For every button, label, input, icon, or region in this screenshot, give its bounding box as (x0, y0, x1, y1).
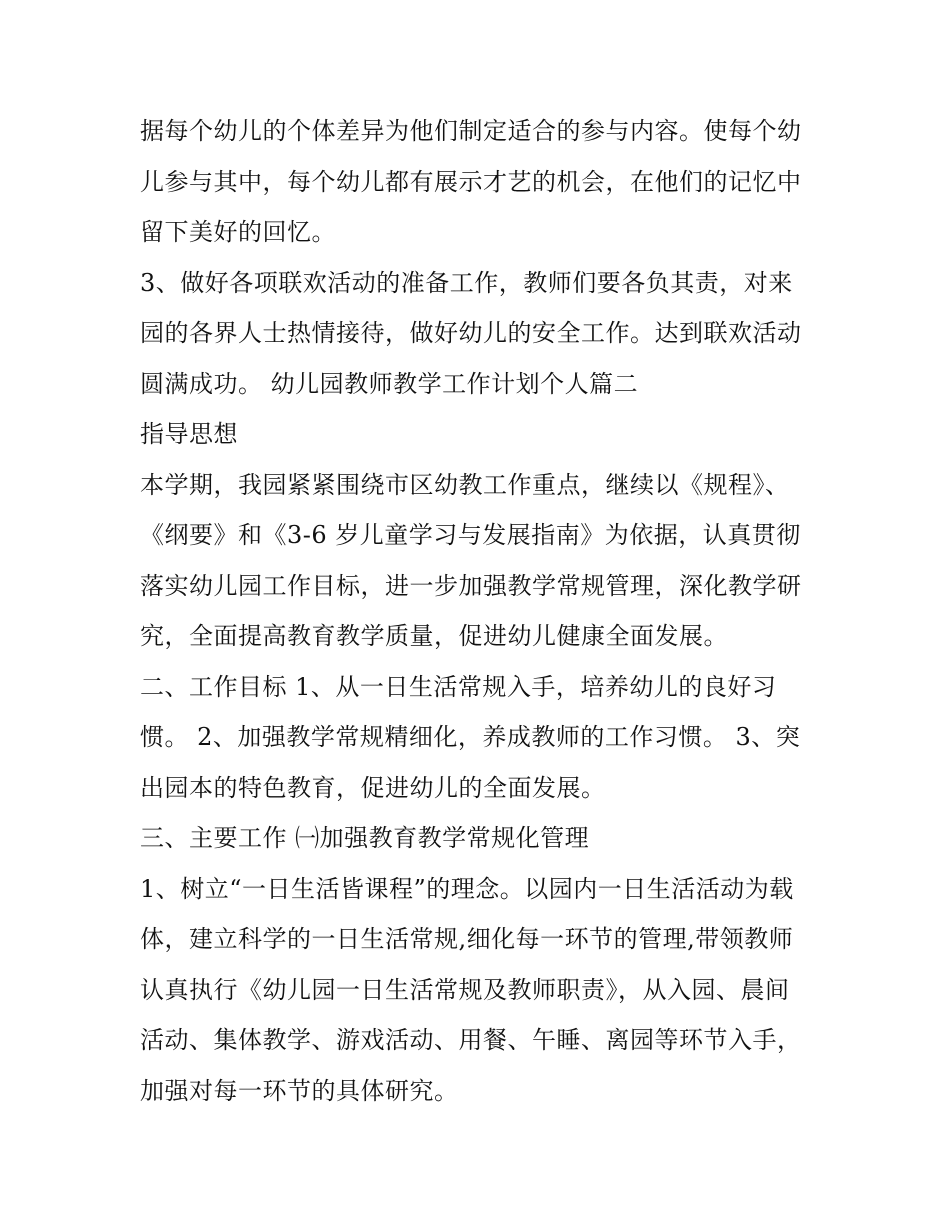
text-line: 加强对每一环节的具体研究。 (140, 1076, 459, 1105)
text-line: 据每个幼儿的个体差异为他们制定适合的参与内容。使每个幼 (140, 117, 802, 145)
section-heading: 指导思想 (140, 420, 238, 448)
text-line: 落实幼儿园工作目标，进一步加强教学常规管理，深化教学研 (140, 571, 802, 600)
text-line: 究，全面提高教育教学质量，促进幼儿健康全面发展。 (140, 622, 728, 650)
text-line: 留下美好的回忆。 (140, 218, 336, 246)
text-line: 出园本的特色教育，促进幼儿的全面发展。 (140, 773, 606, 802)
text-line: 二、工作目标 1、从一日生活常规入手，培养幼儿的良好习 (140, 672, 777, 701)
text-line: 圆满成功。 幼儿园教师教学工作计划个人篇二 (140, 369, 639, 398)
text-line: 3、做好各项联欢活动的准备工作，教师们要各负其责，对来 (140, 268, 793, 297)
text-line: 园的各界人士热情接待，做好幼儿的安全工作。达到联欢活动 (140, 319, 802, 347)
text-line: 1、树立“一日生活皆课程”的理念。以园内一日生活活动为载 (140, 874, 794, 903)
text-line: 活动、集体教学、游戏活动、用餐、午睡、离园等环节入手， (140, 1026, 802, 1054)
text-line: 体，建立科学的一日生活常规,细化每一环节的管理,带领教师 (140, 925, 794, 953)
text-line: 本学期，我园紧紧围绕市区幼教工作重点，继续以《规程》、 (140, 470, 790, 499)
text-line: 儿参与其中，每个幼儿都有展示才艺的机会，在他们的记忆中 (140, 167, 802, 196)
text-line: 《纲要》和《3-6 岁儿童学习与发展指南》为依据，认真贯彻 (140, 521, 801, 549)
text-line: 惯。 2、加强教学常规精细化，养成教师的工作习惯。 3、突 (140, 723, 801, 751)
text-line: 三、主要工作 ㈠加强教育教学常规化管理 (140, 824, 590, 852)
text-line: 认真执行《幼儿园一日生活常规及教师职责》，从入园、晨间 (140, 975, 790, 1004)
document-body (140, 106, 830, 1116)
